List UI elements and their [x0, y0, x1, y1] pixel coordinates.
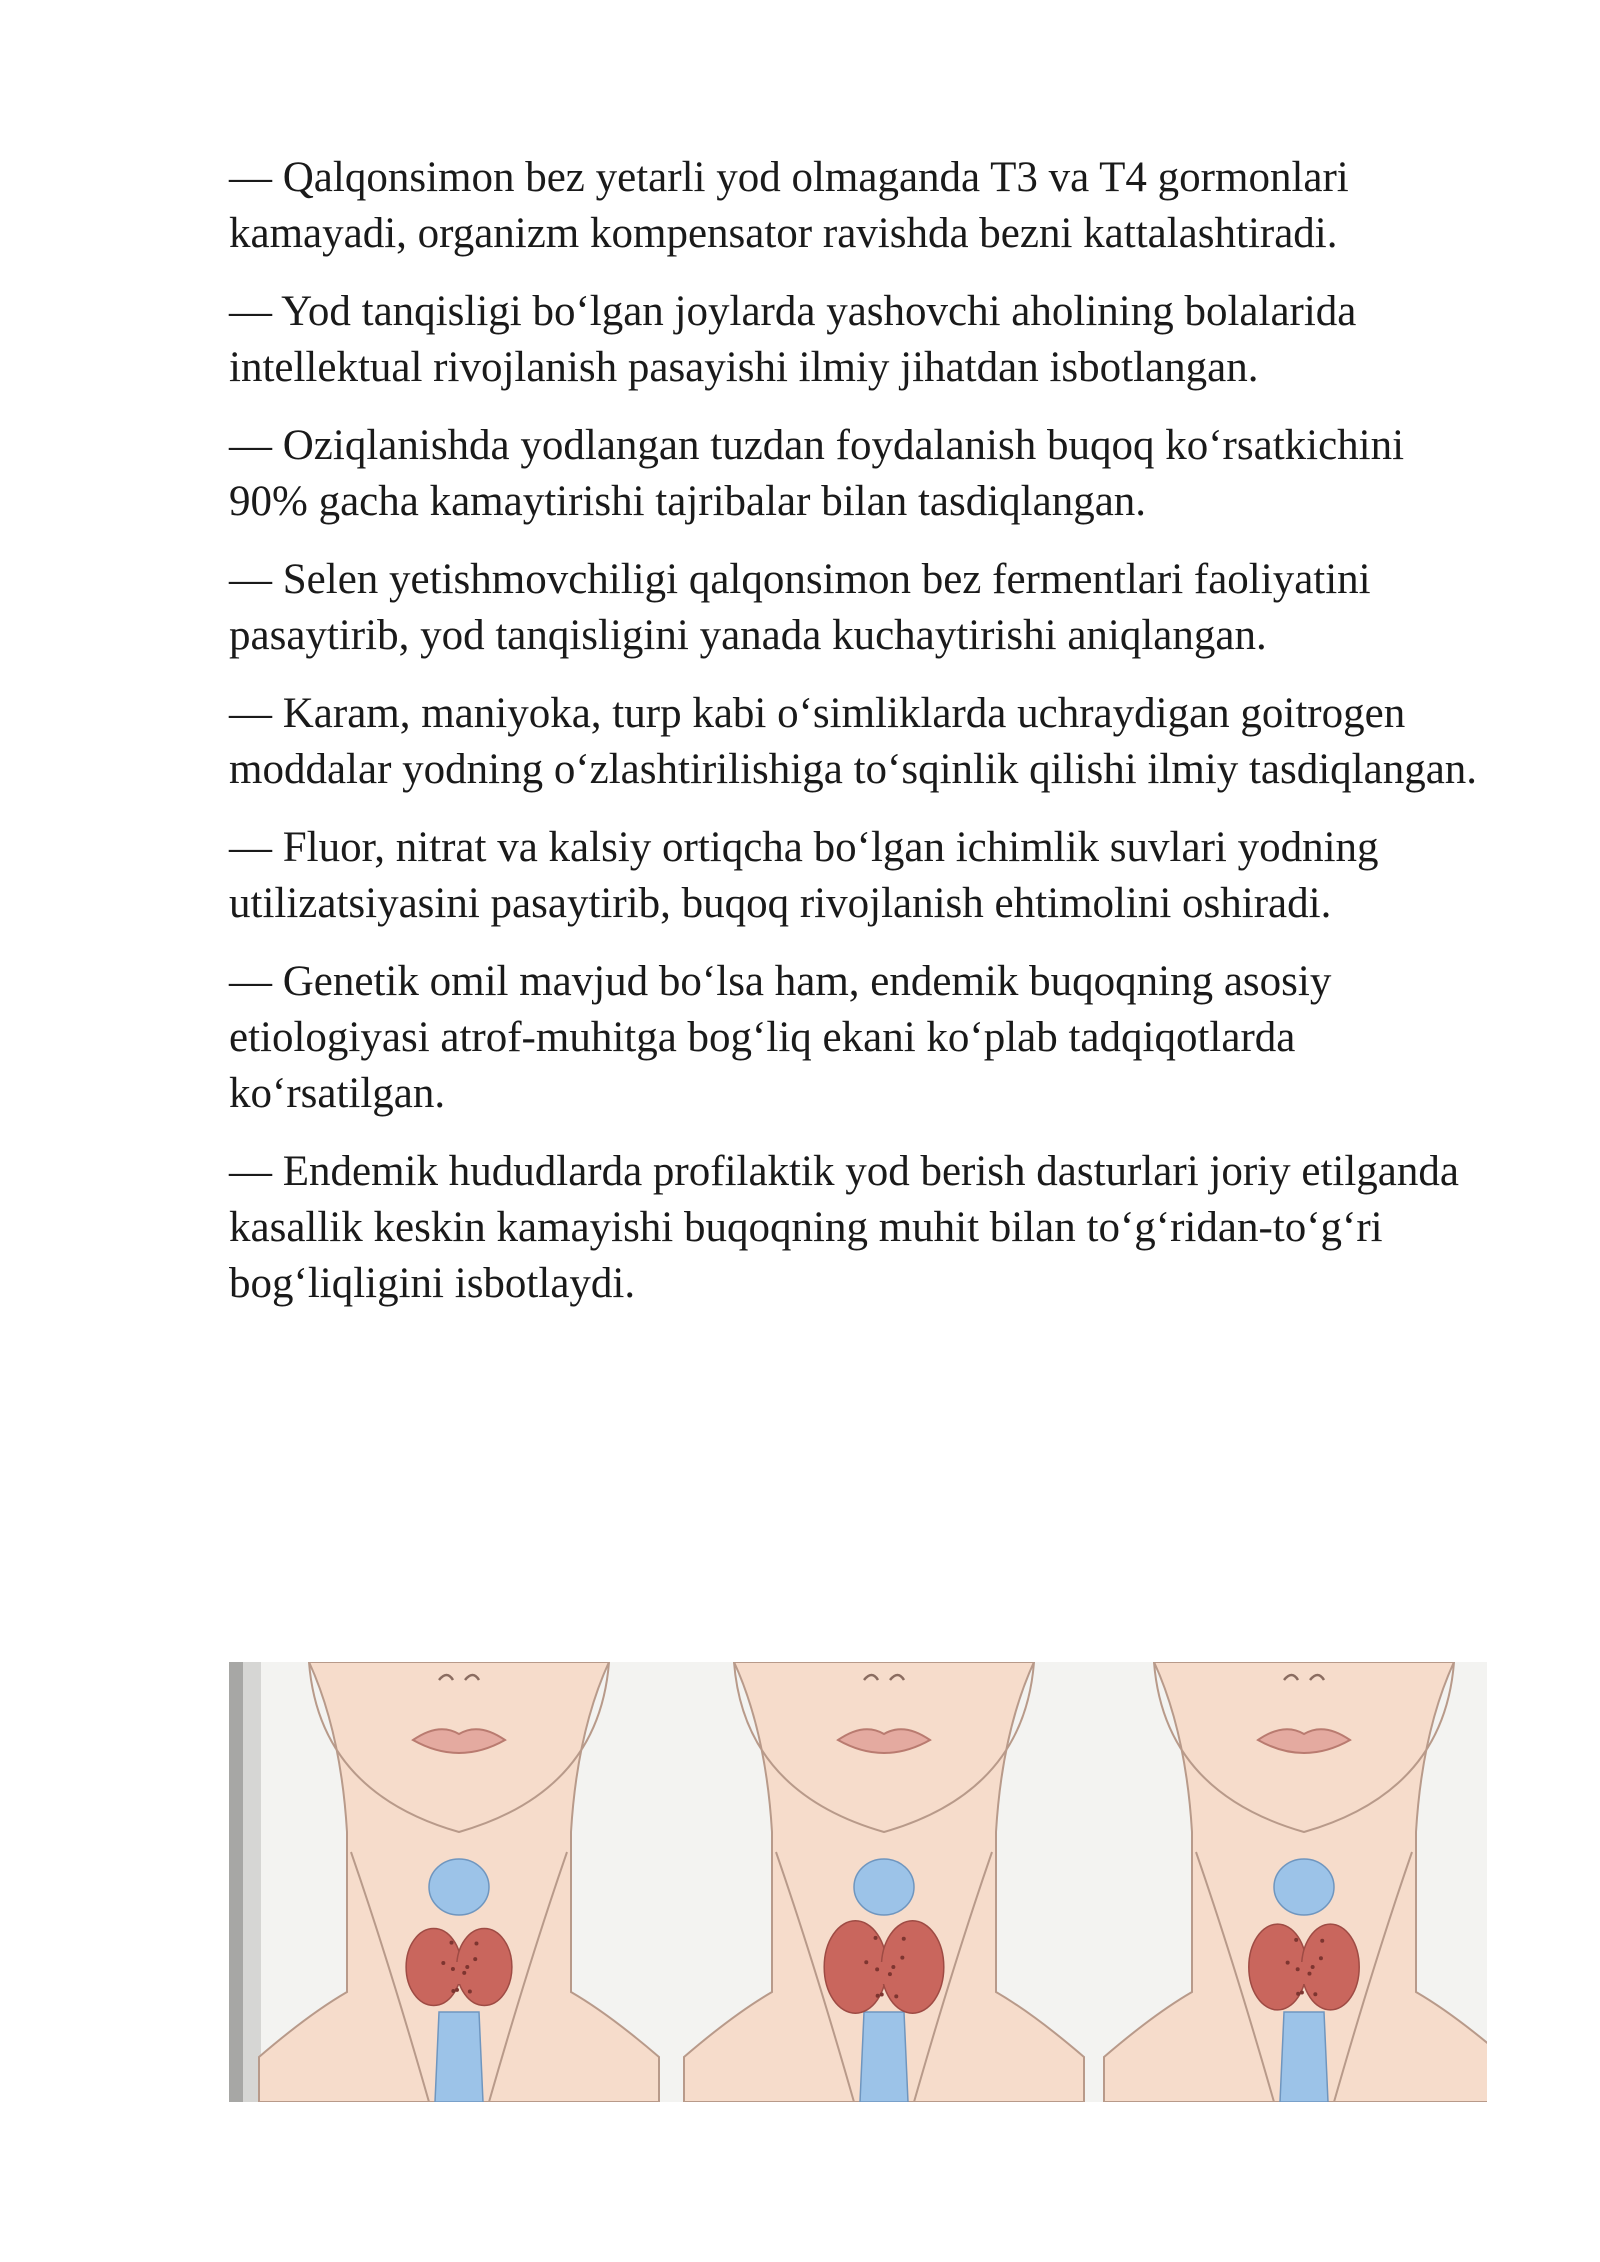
thyroid-speckle-1-2 [468, 1989, 472, 1993]
trachea-3 [1280, 2012, 1328, 2102]
thyroid-speckle-2-2 [894, 1994, 898, 1998]
thyroid-speckle-1-5 [441, 1961, 445, 1965]
trachea-1 [435, 2012, 483, 2102]
paragraph-8: — Endemik hududlarda profilaktik yod berish dasturlari joriy etilganda kasallik keskin kamayishi buqoqning muhit bilan to‘g‘ridan-to‘g‘ri bog‘liqligini isbotlaydi. [229, 1148, 1459, 1307]
thyroid-illustration-svg [229, 1662, 1487, 2102]
thyroid-speckle-1-10 [455, 1988, 459, 1992]
paragraph-3: — Oziqlanishda yodlangan tuzdan foydalanish buqoq ko‘rsatkichini 90% gacha kamaytirishi tajribalar bilan tasdiqlangan. [229, 422, 1405, 525]
thyroid-speckle-2-5 [864, 1960, 868, 1964]
thyroid-speckle-3-5 [1286, 1961, 1290, 1965]
thyroid-speckle-2-6 [876, 1994, 880, 1998]
thyroid-speckle-2-9 [900, 1956, 904, 1960]
paragraph-7: — Genetik omil mavjud bo‘lsa ham, endemik buqoqning asosiy etiologiyasi atrof-muhitga bog‘liq ekani ko‘plab tadqiqotlarda ko‘rsatilgan. [229, 958, 1332, 1117]
thyroid-illustration [229, 1662, 1487, 2102]
thyroid-speckle-3-2 [1313, 1992, 1317, 1996]
thyroid-speckle-1-6 [451, 1989, 455, 1993]
paragraph-5: — Karam, maniyoka, turp kabi o‘simliklarda uchraydigan goitrogen moddalar yodning o‘zlashtirilishiga to‘sqinlik qilishi ilmiy tasdiqlangan. [229, 690, 1478, 793]
paragraph-4: — Selen yetishmovchiligi qalqonsimon bez fermentlari faoliyatini pasaytirib, yod tanqisligini yanada kuchaytirishi aniqlangan. [229, 556, 1371, 659]
thyroid-isthmus-1 [445, 1962, 473, 1984]
thyroid-speckle-1-1 [465, 1965, 469, 1969]
thyroid-speckle-1-7 [462, 1971, 466, 1975]
thyroid-speckle-3-6 [1296, 1992, 1300, 1996]
thyroid-speckle-2-3 [875, 1967, 879, 1971]
thyroid-speckle-3-7 [1307, 1972, 1311, 1976]
thyroid-speckle-3-1 [1311, 1965, 1315, 1969]
thyroid-speckle-1-4 [450, 1941, 454, 1945]
thyroid-speckle-3-8 [1320, 1939, 1324, 1943]
thyroid-speckle-2-7 [888, 1972, 892, 1976]
thyroid-speckle-2-10 [880, 1992, 884, 1996]
larynx-2 [854, 1859, 914, 1915]
thyroid-speckle-1-8 [474, 1941, 478, 1945]
thyroid-speckle-1-3 [451, 1967, 455, 1971]
thyroid-speckle-2-1 [891, 1965, 895, 1969]
paragraph-2: — Yod tanqisligi bo‘lgan joylarda yashovchi aholining bolalarida intellektual rivojlanish pasayishi ilmiy jihatdan isbotlangan. [229, 288, 1357, 391]
thyroid-speckle-3-4 [1294, 1938, 1298, 1942]
thyroid-speckle-2-8 [902, 1937, 906, 1941]
trachea-2 [860, 2012, 908, 2102]
thyroid-speckle-1-9 [473, 1957, 477, 1961]
larynx-1 [429, 1859, 489, 1915]
thyroid-speckle-3-9 [1319, 1956, 1323, 1960]
thyroid-isthmus-3 [1290, 1962, 1318, 1984]
thyroid-speckle-2-4 [874, 1936, 878, 1940]
larynx-3 [1274, 1859, 1334, 1915]
paragraph-6: — Fluor, nitrat va kalsiy ortiqcha bo‘lgan ichimlik suvlari yodning utilizatsiyasini pasaytirib, buqoq rivojlanish ehtimolini oshiradi. [229, 824, 1379, 927]
paragraph-1: — Qalqonsimon bez yetarli yod olmaganda T3 va T4 gormonlari kamayadi, organizm kompensator ravishda bezni kattalashtiradi. [229, 154, 1349, 257]
thyroid-speckle-3-10 [1300, 1990, 1304, 1994]
thyroid-speckle-3-3 [1296, 1967, 1300, 1971]
text-block [229, 150, 1489, 1334]
